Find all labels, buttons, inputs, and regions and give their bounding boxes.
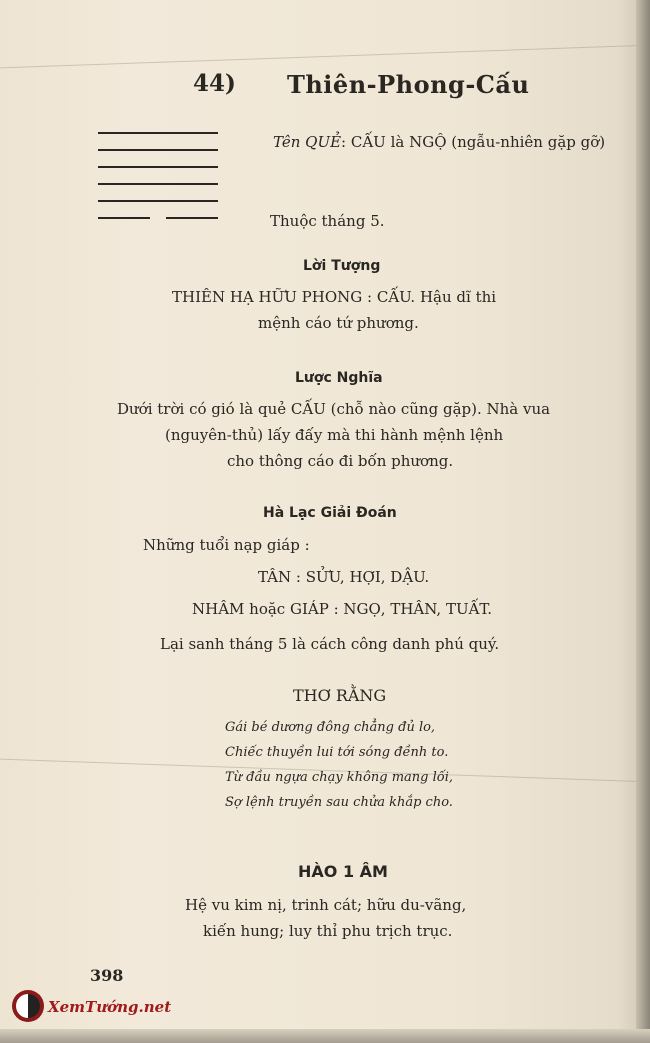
hexagram-line-yang xyxy=(98,149,218,151)
page-edge-shadow xyxy=(0,1029,650,1043)
hao-line: kiến hung; luy thỉ phu trịch trục. xyxy=(203,922,453,940)
ha-lac-line: Lại sanh tháng 5 là cách công danh phú quý. xyxy=(160,635,500,653)
hexagram-line-yang xyxy=(98,183,218,185)
yin-yang-logo-icon xyxy=(12,990,44,1022)
loi-tuong-line: THIÊN HẠ HỮU PHONG : CẤU. Hậu dĩ thi xyxy=(172,288,497,306)
hao-line: Hệ vu kim nị, trinh cát; hữu du-vãng, xyxy=(185,896,467,914)
poem-heading: THƠ RẰNG xyxy=(293,686,387,705)
loi-tuong-line: mệnh cáo tứ phương. xyxy=(258,314,419,332)
page-edge-shadow xyxy=(636,0,650,1043)
chapter-number: 44) xyxy=(193,70,236,97)
page-number: 398 xyxy=(90,966,124,985)
ha-lac-line: NHÂM hoặc GIÁP : NGỌ, THÂN, TUẤT. xyxy=(192,600,492,618)
name-label: Tên QUẺ xyxy=(273,133,342,151)
hexagram-line-yang xyxy=(98,200,218,202)
section-heading-luoc-nghia: Lược Nghĩa xyxy=(295,370,383,386)
hexagram-line-yin xyxy=(98,217,218,219)
section-heading-loi-tuong: Lời Tượng xyxy=(303,258,381,274)
hexagram-diagram xyxy=(98,132,218,219)
hao-heading: HÀO 1 ÂM xyxy=(298,862,388,881)
poem-line: Chiếc thuyền lui tới sóng đềnh to. xyxy=(225,745,449,760)
month-line: Thuộc tháng 5. xyxy=(270,212,385,230)
watermark: XemTướng.net xyxy=(48,998,172,1016)
poem-line: Gái bé dương đông chẳng đủ lo, xyxy=(225,720,436,735)
section-heading-ha-lac: Hà Lạc Giải Đoán xyxy=(263,505,397,521)
luoc-nghia-line: cho thông cáo đi bốn phương. xyxy=(227,452,454,470)
luoc-nghia-line: Dưới trời có gió là quẻ CẤU (chỗ nào cũng gặp). Nhà vua xyxy=(117,400,551,418)
hexagram-line-yang xyxy=(98,166,218,168)
ha-lac-intro: Những tuổi nạp giáp : xyxy=(143,536,310,554)
page-title: Thiên-Phong-Cấu xyxy=(287,70,530,99)
poem-line: Sợ lệnh truyền sau chửa khắp cho. xyxy=(225,795,453,810)
ha-lac-line: TÂN : SỬU, HỢI, DẬU. xyxy=(258,568,430,586)
luoc-nghia-line: (nguyên-thủ) lấy đấy mà thi hành mệnh lệnh xyxy=(165,426,504,444)
hexagram-name-line xyxy=(273,133,605,151)
name-text: : CẤU là NGỘ (ngẫu-nhiên gặp gỡ) xyxy=(341,133,606,151)
hexagram-line-yang xyxy=(98,132,218,134)
poem-line: Từ đầu ngựa chạy không mang lối, xyxy=(225,770,454,785)
